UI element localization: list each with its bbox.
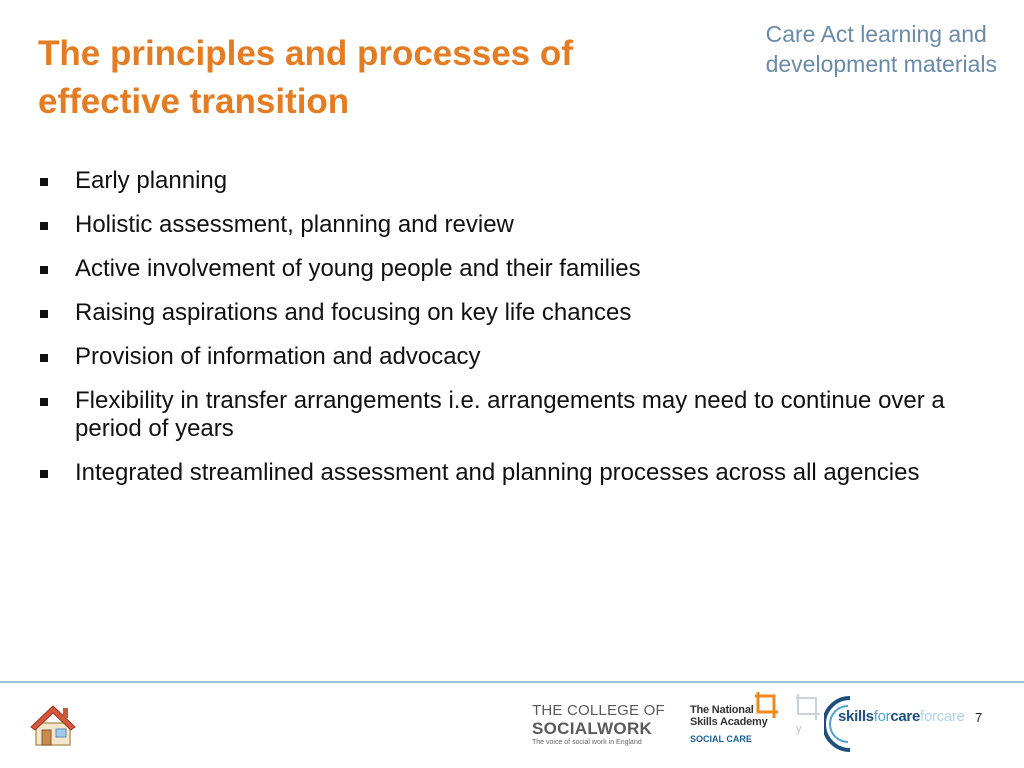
square-bullet-icon — [40, 266, 48, 274]
brand-tagline-line-1: Care Act learning and — [765, 21, 987, 47]
sfc-for-text: for — [873, 708, 891, 725]
sfc-ghost-text: forcare — [920, 708, 965, 725]
sfc-care-text: care — [890, 708, 921, 725]
bullet-list — [38, 167, 988, 503]
slide-title-line-2: effective transition — [38, 82, 350, 121]
nsa-frame-icon — [754, 690, 780, 720]
bullet-item — [38, 459, 988, 487]
home-icon — [28, 700, 78, 748]
bullet-text: Active involvement of young people and their families — [75, 255, 641, 282]
bullet-text: Flexibility in transfer arrangements i.e. arrangements may need to continue over a period of years — [75, 387, 945, 442]
square-bullet-icon — [40, 178, 48, 186]
home-button[interactable] — [28, 700, 78, 748]
skills-for-care-logo — [824, 694, 994, 754]
bullet-text: Provision of information and advocacy — [75, 343, 481, 370]
square-bullet-icon — [40, 398, 48, 406]
bullet-item — [38, 387, 988, 443]
bullet-item — [38, 255, 988, 283]
faint-letter: y — [796, 723, 802, 735]
bullet-item — [38, 299, 988, 327]
slide-title — [38, 30, 718, 126]
national-skills-academy-logo — [690, 704, 790, 748]
footer-divider — [0, 681, 1024, 683]
slide-number: 7 — [975, 710, 983, 725]
square-bullet-icon — [40, 222, 48, 230]
college-logo-line-1: THE COLLEGE OF — [532, 702, 665, 719]
bullet-item — [38, 167, 988, 195]
sfc-skills-text: skills — [838, 708, 874, 725]
bullet-item — [38, 343, 988, 371]
square-bullet-icon — [40, 354, 48, 362]
bullet-text: Integrated streamlined assessment and planning processes across all agencies — [75, 459, 920, 486]
square-bullet-icon — [40, 470, 48, 478]
college-logo-line-2: SOCIALWORK — [532, 719, 653, 738]
nsa-logo-line-1: The National — [690, 704, 754, 716]
sfc-wordmark — [838, 708, 965, 726]
square-bullet-icon — [40, 310, 48, 318]
nsa-logo-line-3: SOCIAL CARE — [690, 734, 752, 744]
bullet-text: Holistic assessment, planning and review — [75, 211, 514, 238]
brand-tagline-line-2: development materials — [765, 51, 997, 77]
nsa-logo-line-2: Skills Academy — [690, 716, 768, 728]
bullet-text: Early planning — [75, 167, 228, 194]
bullet-item — [38, 211, 988, 239]
bullet-text: Raising aspirations and focusing on key life chances — [75, 299, 632, 326]
college-logo-line-3: The voice of social work in England — [532, 739, 642, 746]
slide-title-line-1: The principles and processes of — [38, 34, 573, 73]
brand-tagline — [766, 19, 997, 79]
college-of-social-work-logo — [532, 702, 665, 748]
